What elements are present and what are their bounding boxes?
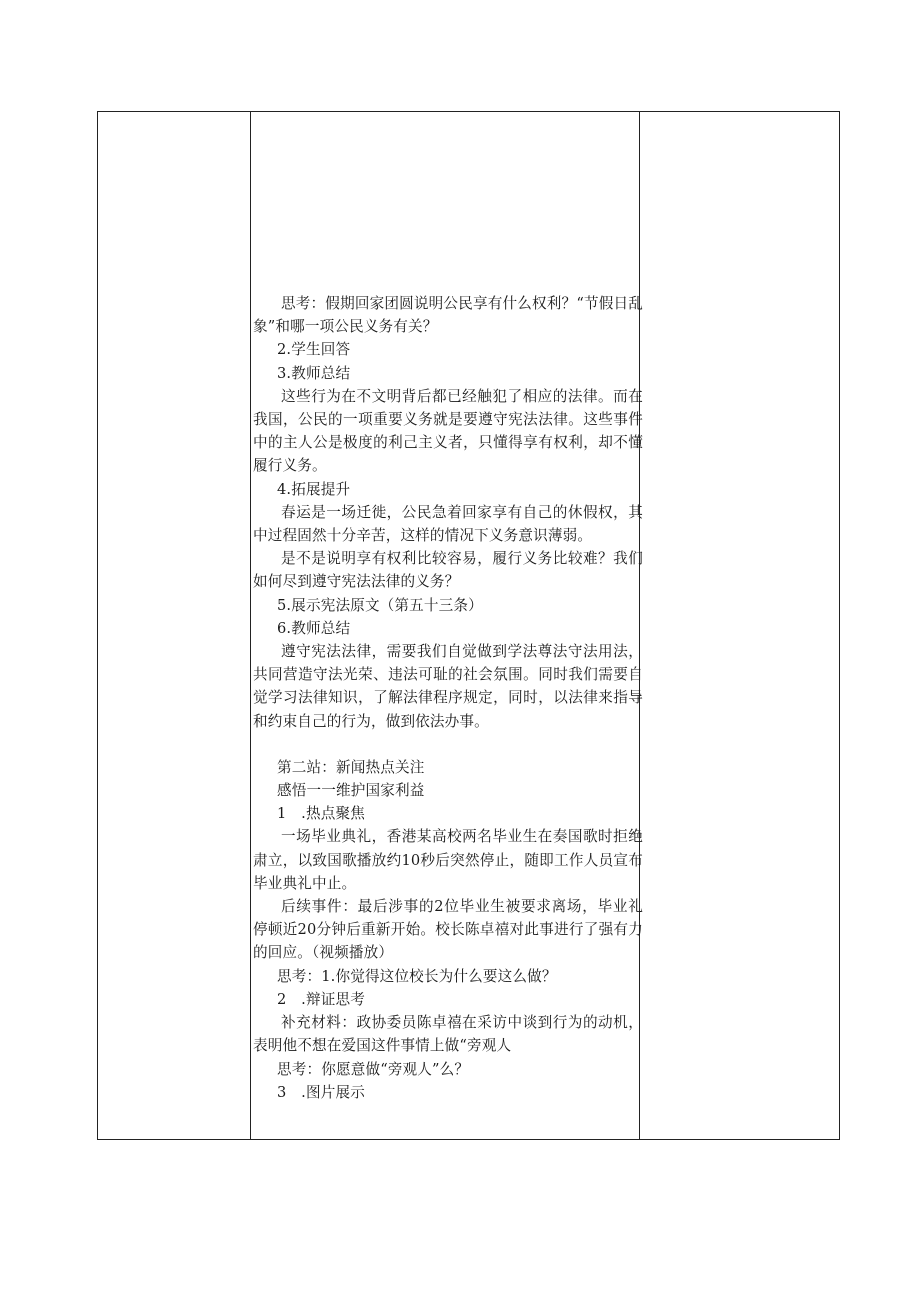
step-teacher-summary: 3.教师总结: [277, 364, 351, 382]
step-teacher-summary-2: 6.教师总结: [277, 619, 351, 637]
section-heading-news: 第二站：新闻热点关注: [277, 758, 425, 776]
obey-law-paragraph: 遵守宪法法律，需要我们自觉做到学法尊法守法用法，共同营造守法光荣、违法可耻的社会氛围。同时我们需要自觉学习法律知识，了解法律程序规定，同时，以法律来指导和约束自己的行为，做到依法办事。: [253, 643, 643, 730]
think-question-bystander: 思考：你愿意做“旁观人”么？: [277, 1060, 470, 1078]
step-student-answer: 2.学生回答: [277, 341, 351, 359]
question-paragraph: 是不是说明享有权利比较容易，履行义务比较难？我们如何尽到遵守宪法法律的义务？: [253, 550, 643, 591]
spring-festival-paragraph: 春运是一场迁徙，公民急着回家享有自己的休假权，其中过程固然十分辛苦，这样的情况下义务意识薄弱。: [253, 503, 643, 545]
step-hot-focus: 1 .热点聚焦: [277, 805, 365, 823]
step-constitution-text: 5.展示宪法原文（第五十三条）: [277, 596, 483, 614]
section-subheading: 感悟一一维护国家利益: [277, 782, 425, 800]
think-question-principal: 思考：1.你觉得这位校长为什么要这么做？: [277, 967, 557, 985]
teaching-process-cell: [253, 292, 643, 1104]
spacer: [253, 733, 643, 756]
step-dialectic: 2 .辩证思考: [277, 990, 365, 1008]
summary-paragraph: 这些行为在不文明背后都已经触犯了相应的法律。而在我国，公民的一项重要义务就是要遵守宪法法律。这些事件中的主人公是极度的利己主义者，只懂得享有权利，却不懂履行义务。: [253, 387, 643, 475]
follow-up-paragraph: 后续事件：最后涉事的2位毕业生被要求离场，毕业礼停顿近20分钟后重新开始。校长陈卓禧对此事进行了强有力的回应。（视频播放）: [253, 898, 643, 962]
supplement-paragraph: 补充材料：政协委员陈卓禧在采访中谈到行为的动机，表明他不想在爱国这件事情上做“旁观人: [253, 1014, 643, 1055]
column-divider-left: [250, 112, 251, 1139]
think-question-rights: 思考：假期回家团圆说明公民享有什么权利？“节假日乱象”和哪一项公民义务有关？: [253, 295, 643, 336]
graduation-paragraph: 一场毕业典礼，香港某高校两名毕业生在奏国歌时拒绝肃立，以致国歌播放约10秒后突然停止，随即工作人员宣布毕业典礼中止。: [253, 828, 643, 892]
step-extension: 4.拓展提升: [277, 480, 351, 498]
step-picture-display: 3 .图片展示: [277, 1083, 365, 1101]
